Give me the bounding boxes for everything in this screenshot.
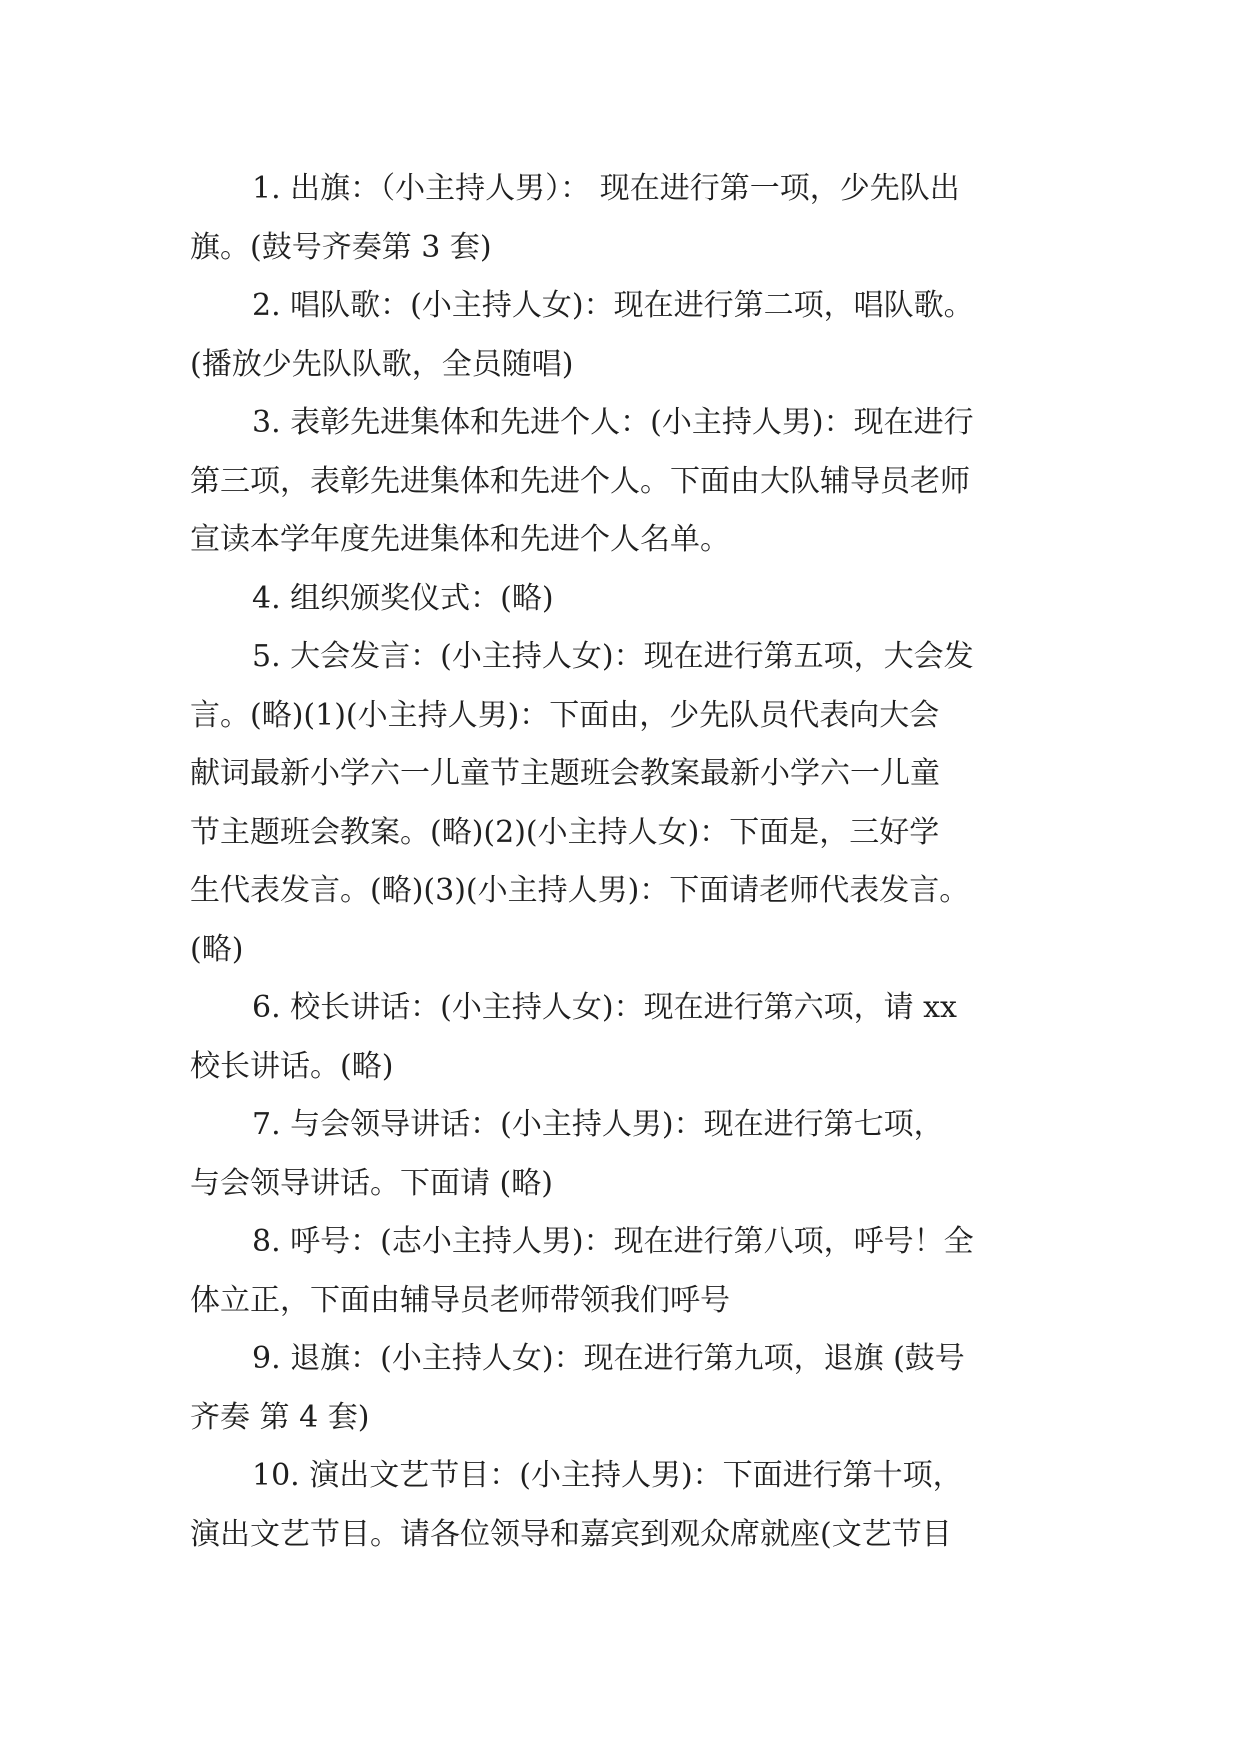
- paragraph-item-6: [190, 979, 1070, 1096]
- text-line: 9. 退旗：(小主持人女)：现在进行第九项，退旗 (鼓号: [252, 1341, 965, 1376]
- text-line: 2. 唱队歌：(小主持人女)：现在进行第二项，唱队歌。: [252, 288, 974, 323]
- text-line: 1. 出旗：（小主持人男）： 现在进行第一项，少先队出: [252, 171, 960, 206]
- document-body: [190, 160, 1070, 1564]
- text-line: 体立正，下面由辅导员老师带领我们呼号: [190, 1282, 730, 1318]
- text-line: 齐奏 第 4 套): [190, 1399, 370, 1435]
- paragraph-item-5: [190, 628, 1070, 979]
- paragraph-item-10: [190, 1447, 1070, 1564]
- text-line: 演出文艺节目。请各位领导和嘉宾到观众席就座(文艺节目: [190, 1516, 952, 1552]
- text-line: 生代表发言。(略)(3)(小主持人男)：下面请老师代表发言。: [190, 873, 970, 908]
- paragraph-item-9: [190, 1330, 1070, 1447]
- text-line: 6. 校长讲话：(小主持人女)：现在进行第六项，请 xx: [252, 990, 957, 1025]
- text-line: (播放少先队队歌，全员随唱): [190, 346, 574, 382]
- text-line: 旗。(鼓号齐奏第 3 套): [190, 229, 492, 265]
- text-line: 献词最新小学六一儿童节主题班会教案最新小学六一儿童: [190, 756, 940, 791]
- text-line: 言。(略)(1)(小主持人男)：下面由，少先队员代表向大会: [190, 697, 940, 733]
- text-line: 10. 演出文艺节目：(小主持人男)：下面进行第十项，: [252, 1458, 963, 1493]
- paragraph-item-8: [190, 1213, 1070, 1330]
- text-line: 5. 大会发言：(小主持人女)：现在进行第五项，大会发: [252, 639, 974, 674]
- text-line: 宣读本学年度先进集体和先进个人名单。: [190, 522, 730, 557]
- text-line: (略): [190, 931, 244, 967]
- paragraph-item-7: [190, 1096, 1070, 1213]
- paragraph-item-3: [190, 394, 1070, 570]
- text-line: 8. 呼号：(志小主持人男)：现在进行第八项，呼号！全: [252, 1224, 974, 1259]
- paragraph-item-1: [190, 160, 1070, 277]
- text-line: 7. 与会领导讲话：(小主持人男)：现在进行第七项，: [252, 1107, 944, 1142]
- text-line: 校长讲话。(略): [190, 1048, 394, 1084]
- text-line: 4. 组织颁奖仪式：(略): [252, 580, 554, 616]
- text-line: 第三项，表彰先进集体和先进个人。下面由大队辅导员老师: [190, 463, 970, 499]
- text-line: 3. 表彰先进集体和先进个人：(小主持人男)：现在进行: [252, 405, 974, 440]
- text-line: 与会领导讲话。下面请 (略): [190, 1165, 553, 1201]
- paragraph-item-2: [190, 277, 1070, 394]
- text-line: 节主题班会教案。(略)(2)(小主持人女)：下面是，三好学: [190, 814, 940, 850]
- paragraph-item-4: [190, 570, 1070, 629]
